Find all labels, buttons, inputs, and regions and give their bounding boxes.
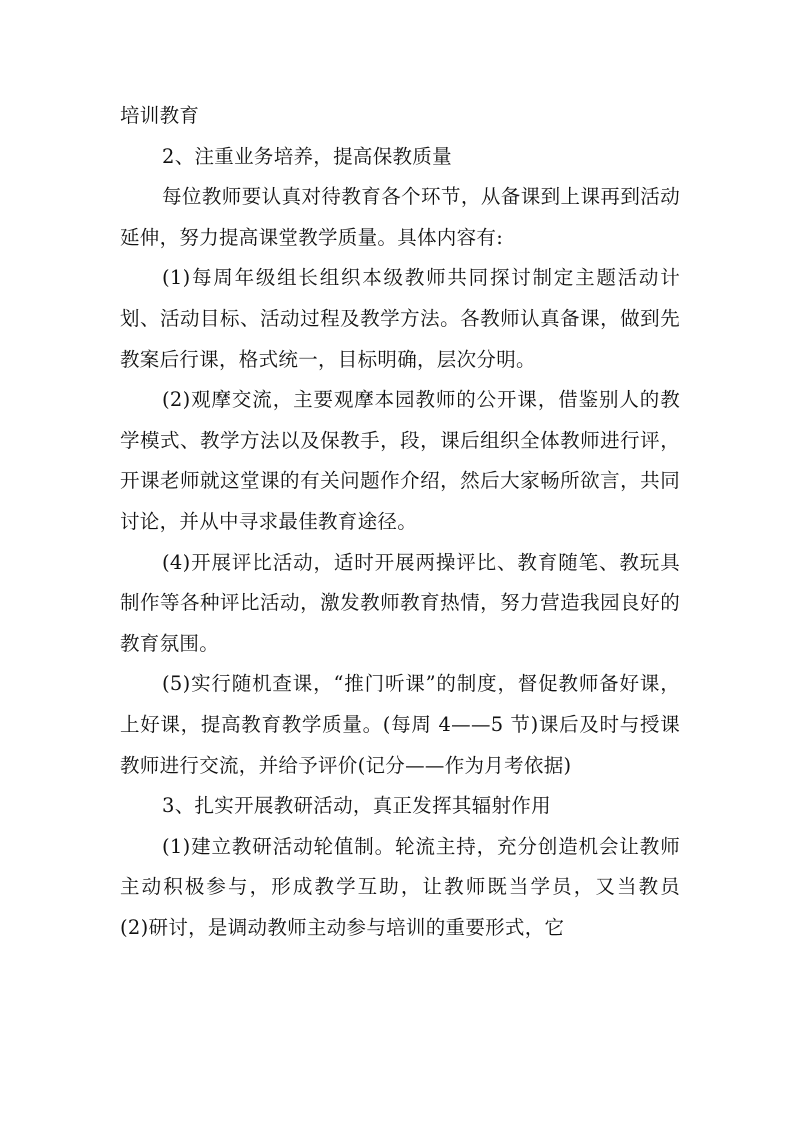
list-item: (1)每周年级组长组织本级教师共同探讨制定主题活动计划、活动目标、活动过程及教学方法。各教师认真备课，做到先教案后行课，格式统一，目标明确，层次分明。	[120, 266, 680, 371]
document-body	[120, 96, 700, 948]
list-item: (1)建立教研活动轮值制。轮流主持，充分创造机会让教师主动积极参与，形成教学互助，让教师既当学员，又当教员 (2)研讨，是调动教师主动参与培训的重要形式，它	[120, 834, 700, 939]
list-item: (2)观摩交流，主要观摩本园教师的公开课，借鉴别人的教学模式、教学方法以及保教手，段，课后组织全体教师进行评，开课老师就这堂课的有关问题作介绍，然后大家畅所欲言，共同讨论，并从中寻求最佳教育途径。	[120, 388, 680, 533]
list-item: (4)开展评比活动，适时开展两操评比、教育随笔、教玩具制作等各种评比活动，激发教师教育热情，努力营造我园良好的教育氛围。	[120, 550, 680, 655]
section-heading: 3、扎实开展教研活动，真正发挥其辐射作用	[162, 794, 551, 818]
paragraph: 培训教育	[120, 104, 200, 127]
list-item: (5)实行随机查课，“推门听课”的制度，督促教师备好课，上好课，提高教育教学质量。(每周 4——5 节)课后及时与授课教师进行交流，并给予评价(记分——作为月考依据)	[120, 672, 680, 777]
section-heading: 2、注重业务培养，提高保教质量	[162, 144, 452, 168]
paragraph: 每位教师要认真对待教育各个环节，从备课到上课再到活动延伸，努力提高课堂教学质量。具体内容有:	[120, 185, 680, 249]
